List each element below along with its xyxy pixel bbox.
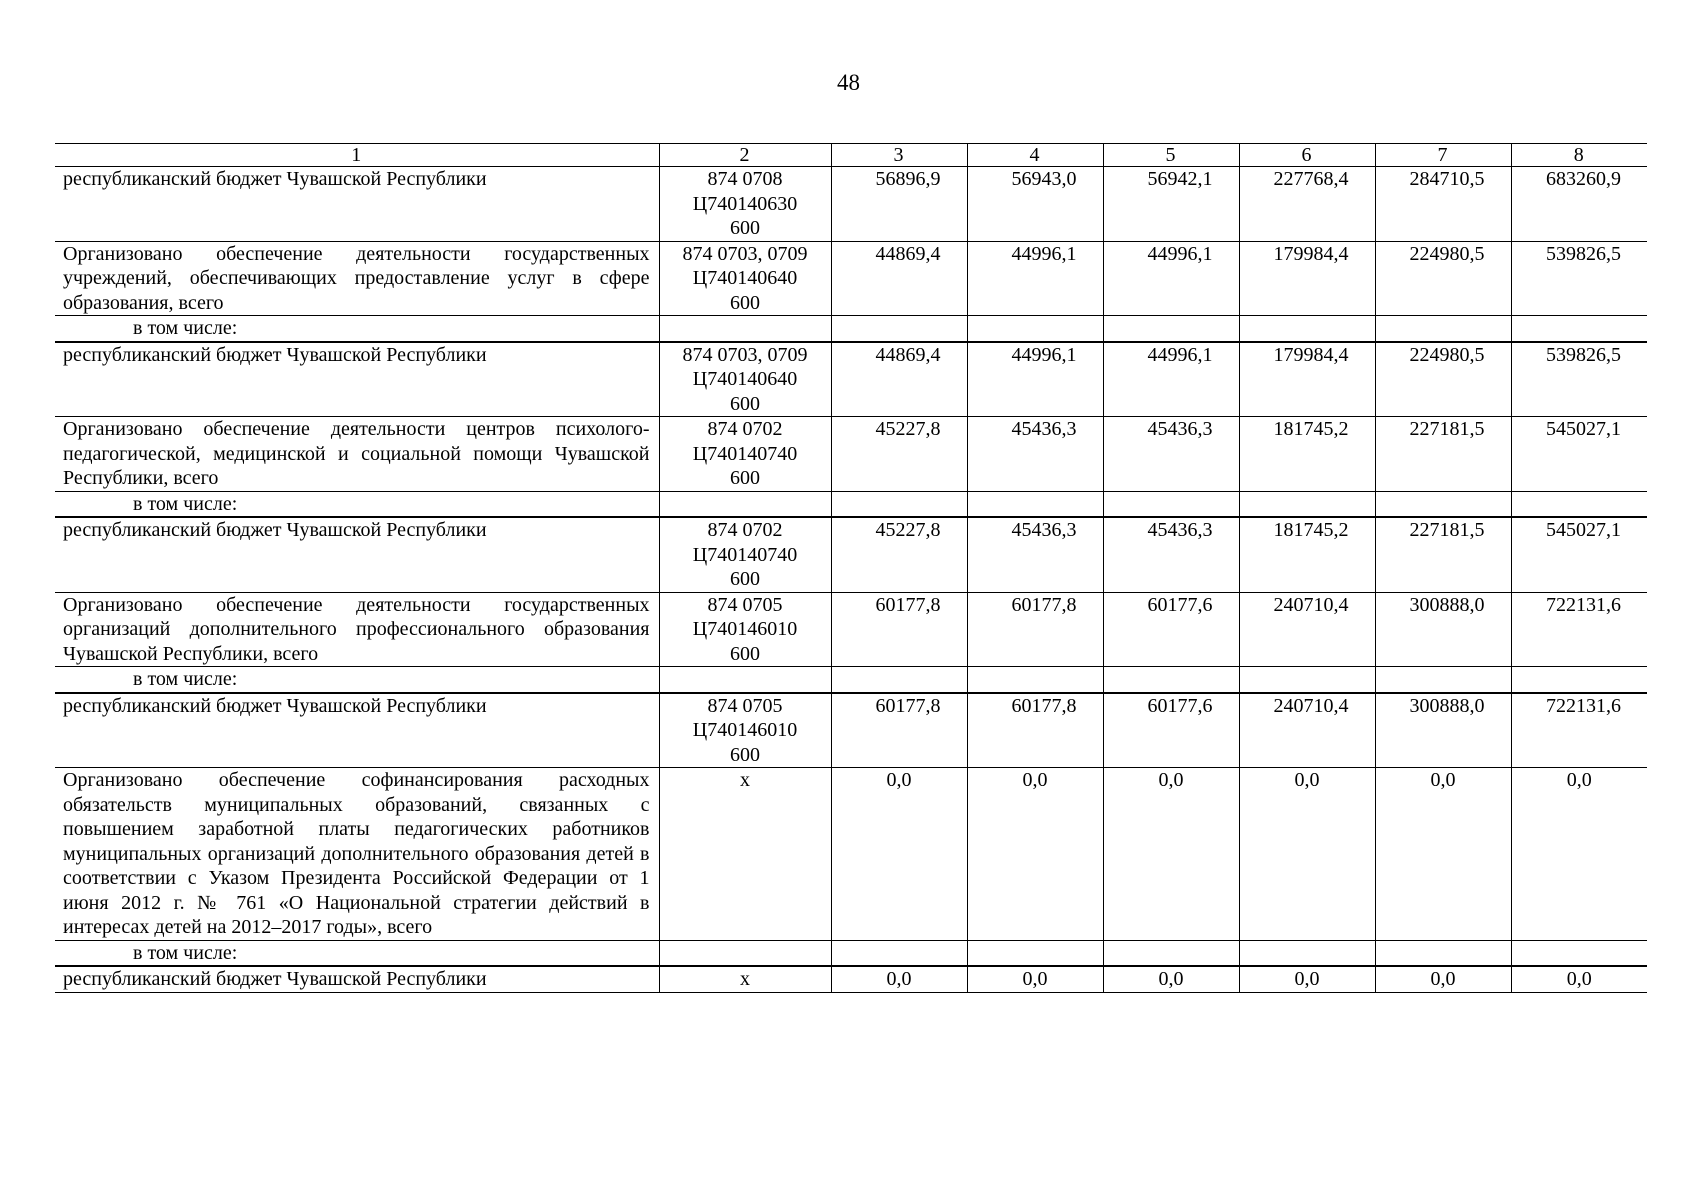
- value-year-col-3: [831, 491, 967, 517]
- value-year-col-6: 0,0: [1239, 966, 1375, 992]
- budget-code-line: 874 0703, 0709: [682, 343, 808, 366]
- table-row: [55, 693, 1647, 768]
- value-year-col-6: [1239, 491, 1375, 517]
- budget-code-line: 600: [730, 392, 760, 415]
- budget-code: [659, 342, 831, 417]
- value-year-col-8: 0,0: [1511, 966, 1647, 992]
- value-year-col-4: 44996,1: [967, 241, 1103, 316]
- value-year-col-3: 60177,8: [831, 592, 967, 667]
- value-year-col-3: 0,0: [831, 966, 967, 992]
- value-year-col-6: 181745,2: [1239, 517, 1375, 592]
- value-year-col-7: [1375, 940, 1511, 966]
- value-year-col-8: 683260,9: [1511, 167, 1647, 242]
- table-row: [55, 417, 1647, 492]
- value-year-col-3: 44869,4: [831, 241, 967, 316]
- table-row: [55, 167, 1647, 242]
- row-description: республиканский бюджет Чувашской Республики: [55, 342, 659, 417]
- table-row: [55, 491, 1647, 517]
- value-year-col-3: 60177,8: [831, 693, 967, 768]
- value-year-col-6: 179984,4: [1239, 342, 1375, 417]
- value-year-col-6: 240710,4: [1239, 592, 1375, 667]
- value-year-col-8: [1511, 491, 1647, 517]
- budget-code-line: Ц740140740: [692, 543, 798, 566]
- row-description: республиканский бюджет Чувашской Республики: [55, 167, 659, 242]
- budget-code: [659, 241, 831, 316]
- column-number: 4: [967, 144, 1103, 167]
- page-number: 48: [837, 70, 860, 95]
- budget-code-line: 600: [730, 217, 760, 239]
- budget-code-line: Ц740146010: [692, 618, 798, 640]
- value-year-col-8: 539826,5: [1511, 342, 1647, 417]
- value-year-col-5: 44996,1: [1103, 342, 1239, 417]
- row-description: республиканский бюджет Чувашской Республики: [55, 693, 659, 768]
- row-description: республиканский бюджет Чувашской Республики: [55, 517, 659, 592]
- value-year-col-6: 0,0: [1239, 768, 1375, 941]
- value-year-col-3: 45227,8: [831, 417, 967, 492]
- value-year-col-8: 545027,1: [1511, 417, 1647, 492]
- value-year-col-7: 224980,5: [1375, 342, 1511, 417]
- value-year-col-4: [967, 667, 1103, 693]
- value-year-col-3: 0,0: [831, 768, 967, 941]
- value-year-col-5: 44996,1: [1103, 241, 1239, 316]
- table-row: [55, 517, 1647, 592]
- value-year-col-4: 44996,1: [967, 342, 1103, 417]
- column-number: 3: [831, 144, 967, 167]
- row-subheading: в том числе:: [55, 940, 659, 966]
- budget-code-line: 874 0708: [707, 168, 783, 190]
- value-year-col-8: 539826,5: [1511, 241, 1647, 316]
- budget-code-line: Ц740146010: [692, 719, 798, 741]
- budget-code-line: 600: [730, 568, 760, 590]
- budget-code-line: 600: [730, 642, 760, 665]
- value-year-col-3: 45227,8: [831, 517, 967, 592]
- row-description: Организовано обеспечение деятельности государственных организаций дополнительного профессионального образования Чувашской Республики, всего: [55, 592, 659, 667]
- budget-table: [55, 143, 1647, 993]
- budget-code: [659, 768, 831, 941]
- budget-code: [659, 491, 831, 517]
- value-year-col-8: [1511, 316, 1647, 342]
- value-year-col-5: [1103, 491, 1239, 517]
- table-body: [55, 144, 1647, 993]
- budget-code: [659, 592, 831, 667]
- table-row: [55, 342, 1647, 417]
- column-number-row: [55, 144, 1647, 167]
- value-year-col-6: 179984,4: [1239, 241, 1375, 316]
- value-year-col-7: 224980,5: [1375, 241, 1511, 316]
- value-year-col-5: 45436,3: [1103, 417, 1239, 492]
- budget-code: [659, 417, 831, 492]
- value-year-col-4: [967, 316, 1103, 342]
- value-year-col-6: [1239, 667, 1375, 693]
- value-year-col-7: 300888,0: [1375, 693, 1511, 768]
- budget-code-line: Ц740140640: [692, 267, 798, 289]
- budget-code-line: Ц740140640: [692, 368, 798, 390]
- value-year-col-4: 60177,8: [967, 592, 1103, 667]
- value-year-col-4: 60177,8: [967, 693, 1103, 768]
- column-number: 5: [1103, 144, 1239, 167]
- value-year-col-5: 60177,6: [1103, 592, 1239, 667]
- value-year-col-7: 300888,0: [1375, 592, 1511, 667]
- value-year-col-7: [1375, 316, 1511, 342]
- value-year-col-6: 240710,4: [1239, 693, 1375, 768]
- value-year-col-8: 0,0: [1511, 768, 1647, 941]
- value-year-col-5: 0,0: [1103, 966, 1239, 992]
- value-year-col-8: [1511, 667, 1647, 693]
- budget-code: [659, 940, 831, 966]
- value-year-col-3: [831, 940, 967, 966]
- row-description: Организовано обеспечение деятельности центров психолого-педагогической, медицинской и социальной помощи Чувашской Республики, всего: [55, 417, 659, 492]
- budget-code: [659, 167, 831, 242]
- value-year-col-7: 0,0: [1375, 966, 1511, 992]
- value-year-col-3: [831, 667, 967, 693]
- value-year-col-5: [1103, 667, 1239, 693]
- budget-code-line: 600: [730, 467, 760, 489]
- table-row: [55, 667, 1647, 693]
- row-subheading: в том числе:: [55, 667, 659, 693]
- column-number: 2: [659, 144, 831, 167]
- value-year-col-4: [967, 491, 1103, 517]
- value-year-col-8: 722131,6: [1511, 693, 1647, 768]
- table-row: [55, 940, 1647, 966]
- value-year-col-4: 45436,3: [967, 517, 1103, 592]
- row-subheading: в том числе:: [55, 316, 659, 342]
- value-year-col-7: [1375, 491, 1511, 517]
- row-subheading: в том числе:: [55, 491, 659, 517]
- table-row: [55, 241, 1647, 316]
- budget-code: [659, 966, 831, 992]
- value-year-col-8: [1511, 940, 1647, 966]
- budget-code-line: 600: [730, 743, 760, 766]
- value-year-col-4: 0,0: [967, 966, 1103, 992]
- value-year-col-7: 0,0: [1375, 768, 1511, 941]
- budget-code-line: Ц740140630: [692, 192, 798, 215]
- value-year-col-4: 56943,0: [967, 167, 1103, 242]
- value-year-col-5: [1103, 316, 1239, 342]
- row-description: Организовано обеспечение деятельности государственных учреждений, обеспечивающих предоставление услуг в сфере образования, всего: [55, 241, 659, 316]
- budget-code-line: 874 0702: [707, 519, 783, 541]
- table-row: [55, 966, 1647, 992]
- value-year-col-7: [1375, 667, 1511, 693]
- column-number: 8: [1511, 144, 1647, 167]
- value-year-col-3: 56896,9: [831, 167, 967, 242]
- row-description: Организовано обеспечение софинансирования расходных обязательств муниципальных образований, связанных с повышением заработной платы педагогических работников муниципальных организаций дополнительного образования детей в соответствии с Указом Президента Российской Федерации от 1 июня 2012 г. № 761 «О Национальной стратегии действий в интересах детей на 2012–2017 годы», всего: [55, 768, 659, 941]
- value-year-col-8: 722131,6: [1511, 592, 1647, 667]
- value-year-col-4: 45436,3: [967, 417, 1103, 492]
- value-year-col-4: 0,0: [967, 768, 1103, 941]
- budget-code: [659, 667, 831, 693]
- value-year-col-5: [1103, 940, 1239, 966]
- budget-code-line: 874 0702: [707, 418, 783, 440]
- column-number: 7: [1375, 144, 1511, 167]
- budget-code-line: 874 0705: [707, 593, 783, 616]
- budget-code-line: x: [740, 968, 750, 990]
- budget-code-line: Ц740140740: [692, 442, 798, 465]
- value-year-col-6: 227768,4: [1239, 167, 1375, 242]
- budget-code: [659, 517, 831, 592]
- value-year-col-6: 181745,2: [1239, 417, 1375, 492]
- value-year-col-5: 60177,6: [1103, 693, 1239, 768]
- value-year-col-5: 45436,3: [1103, 517, 1239, 592]
- value-year-col-6: [1239, 316, 1375, 342]
- budget-code: [659, 316, 831, 342]
- budget-code-line: 600: [730, 291, 760, 314]
- value-year-col-5: 56942,1: [1103, 167, 1239, 242]
- value-year-col-6: [1239, 940, 1375, 966]
- budget-code-line: x: [740, 769, 750, 791]
- value-year-col-4: [967, 940, 1103, 966]
- value-year-col-3: 44869,4: [831, 342, 967, 417]
- budget-code-line: 874 0705: [707, 694, 783, 717]
- value-year-col-7: 284710,5: [1375, 167, 1511, 242]
- value-year-col-8: 545027,1: [1511, 517, 1647, 592]
- table-row: [55, 592, 1647, 667]
- value-year-col-7: 227181,5: [1375, 417, 1511, 492]
- row-description: республиканский бюджет Чувашской Республики: [55, 966, 659, 992]
- value-year-col-7: 227181,5: [1375, 517, 1511, 592]
- budget-code-line: 874 0703, 0709: [682, 242, 808, 265]
- column-number: 1: [55, 144, 659, 167]
- column-number: 6: [1239, 144, 1375, 167]
- table-row: [55, 316, 1647, 342]
- value-year-col-5: 0,0: [1103, 768, 1239, 941]
- table-row: [55, 768, 1647, 941]
- value-year-col-3: [831, 316, 967, 342]
- budget-code: [659, 693, 831, 768]
